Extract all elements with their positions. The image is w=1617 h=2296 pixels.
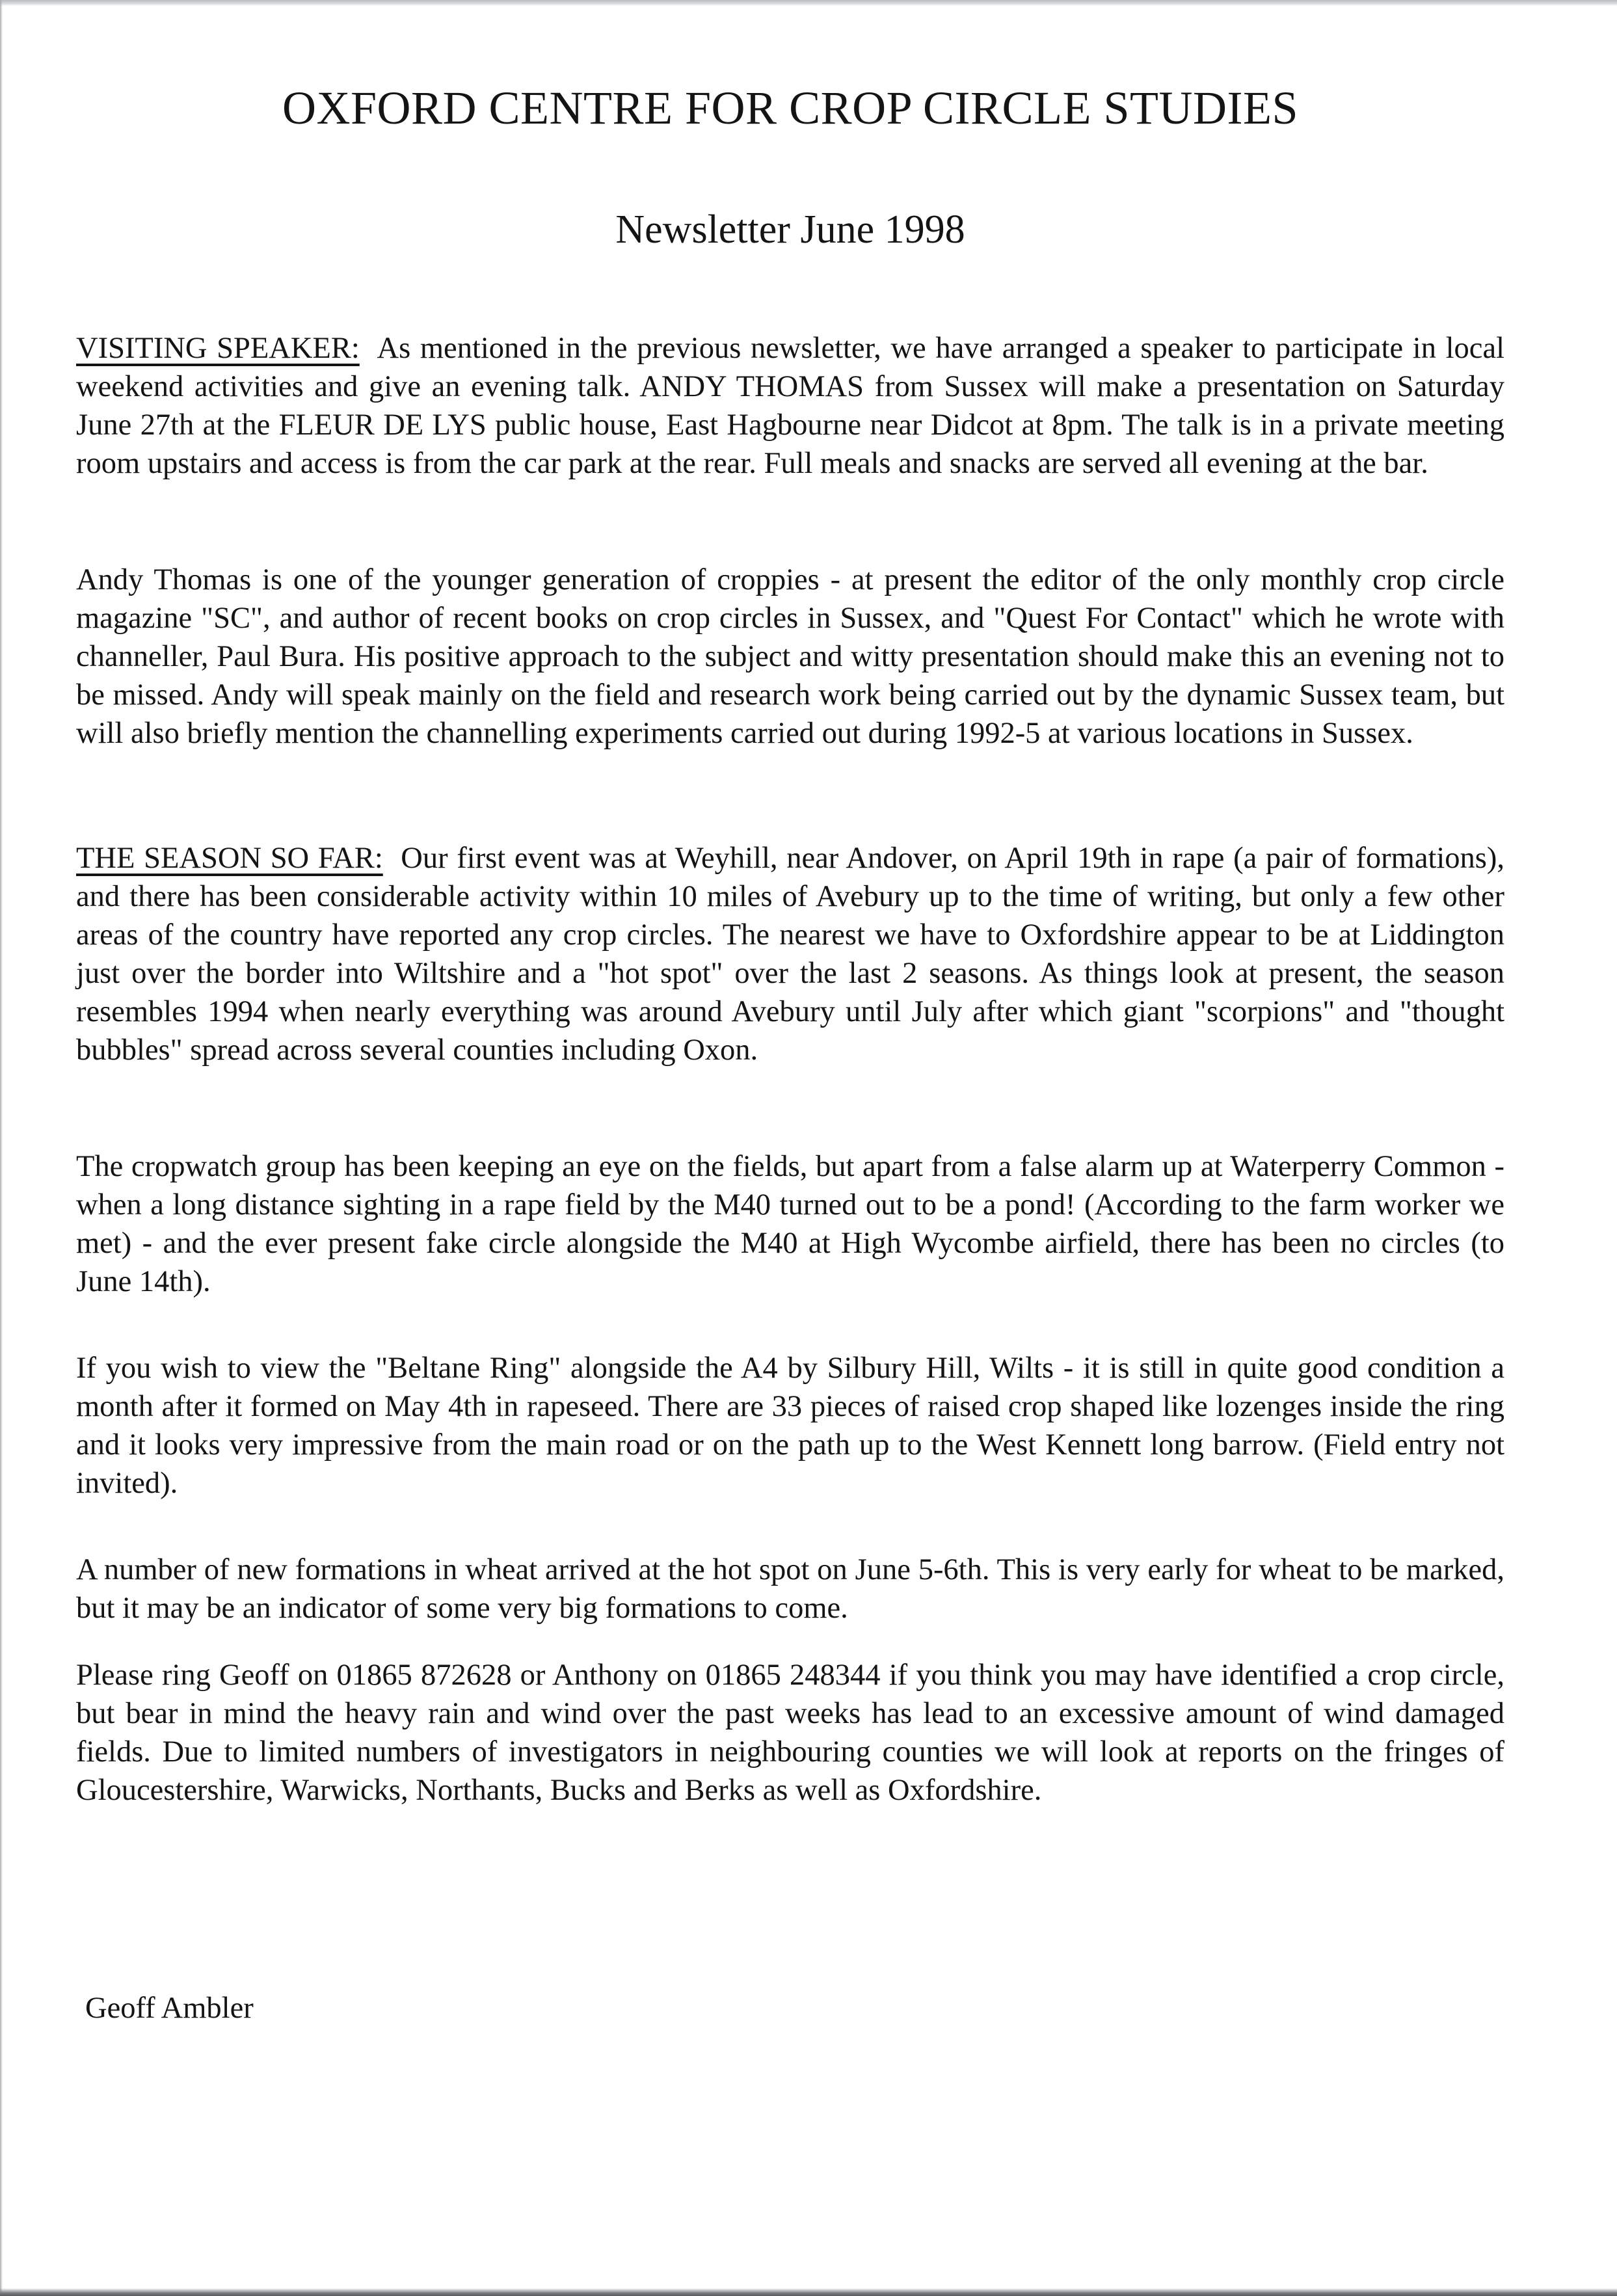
paragraph-text: Our first event was at Weyhill, near Andover, on April 19th in rape (a pair of formations), and there has been considerable activity within 10 miles of Avebury up to the time of writing, but only a few other areas of the country have reported any crop circles. The nearest we have to Oxfordshire appear to be at Liddington just over the border into Wiltshire and a "hot spot" over the last 2 seasons. As things look at present, the season resembles 1994 when nearly everything was around Avebury until July after which giant "scorpions" and "thought bubbles" spread across several counties including Oxon. [76,842,1505,1067]
paragraph-visiting-speaker [76,329,1504,483]
paragraph-text: As mentioned in the previous newsletter, we have arranged a speaker to participate in local weekend activities and give an evening talk. ANDY THOMAS from Sussex will make a presentation on Saturday June 27th at the FLEUR DE LYS public house, East Hagbourne near Didcot at 8pm. The talk is in a private meeting room upstairs and access is from the car park at the rear. Full meals and snacks are served all evening at the bar. [76,332,1505,480]
paragraph-text: The cropwatch group has been keeping an eye on the fields, but apart from a false alarm up at Waterperry Common - when a long distance sighting in a rape field by the M40 turned out to be a pond! (According to the farm worker we met) - and the ever present fake circle alongside the M40 at High Wycombe airfield, there has been no circles (to June 14th). [76,1150,1504,1298]
scan-top-edge [0,0,1617,6]
paragraph-beltane-ring [76,1349,1504,1502]
document-subtitle: Newsletter June 1998 [615,207,965,252]
paragraph-contact [76,1656,1504,1809]
scan-left-edge [0,0,3,2296]
document-title: OXFORD CENTRE FOR CROP CIRCLE STUDIES [282,82,1299,134]
paragraph-season-so-far [76,839,1504,1069]
section-heading-season-so-far: THE SEASON SO FAR: [76,842,383,875]
section-heading-visiting-speaker: VISITING SPEAKER: [76,332,360,365]
paragraph-text: A number of new formations in wheat arrived at the hot spot on June 5-6th. This is very early for wheat to be marked, but it may be an indicator of some very big formations to come. [76,1553,1504,1625]
paragraph-wheat-formations [76,1551,1504,1627]
paragraph-text: Please ring Geoff on 01865 872628 or Anthony on 01865 248344 if you think you may have identified a crop circle, but bear in mind the heavy rain and wind over the past weeks has lead to an excessive amount of wind damaged fields. Due to limited numbers of investigators in neighbouring counties we will look at reports on the fringes of Gloucestershire, Warwicks, Northants, Bucks and Berks as well as Oxfordshire. [76,1659,1504,1807]
scan-bottom-edge [0,2288,1617,2296]
paragraph-andy-thomas [76,561,1504,753]
signature: Geoff Ambler [85,1992,254,2025]
paragraph-text: Andy Thomas is one of the younger generation of croppies - at present the editor of the only monthly crop circle magazine "SC", and author of recent books on crop circles in Sussex, and "Quest For Contact" which he wrote with channeller, Paul Bura. His positive approach to the subject and witty presentation should make this an evening not to be missed. Andy will speak mainly on the field and research work being carried out by the dynamic Sussex team, but will also briefly mention the channelling experiments carried out during 1992-5 at various locations in Sussex. [76,563,1504,750]
paragraph-cropwatch [76,1147,1504,1301]
paragraph-text: If you wish to view the "Beltane Ring" alongside the A4 by Silbury Hill, Wilts - it is still in quite good condition a month after it formed on May 4th in rapeseed. There are 33 pieces of raised crop shaped like lozenges inside the ring and it looks very impressive from the main road or on the path up to the West Kennett long barrow. (Field entry not invited). [76,1352,1504,1500]
